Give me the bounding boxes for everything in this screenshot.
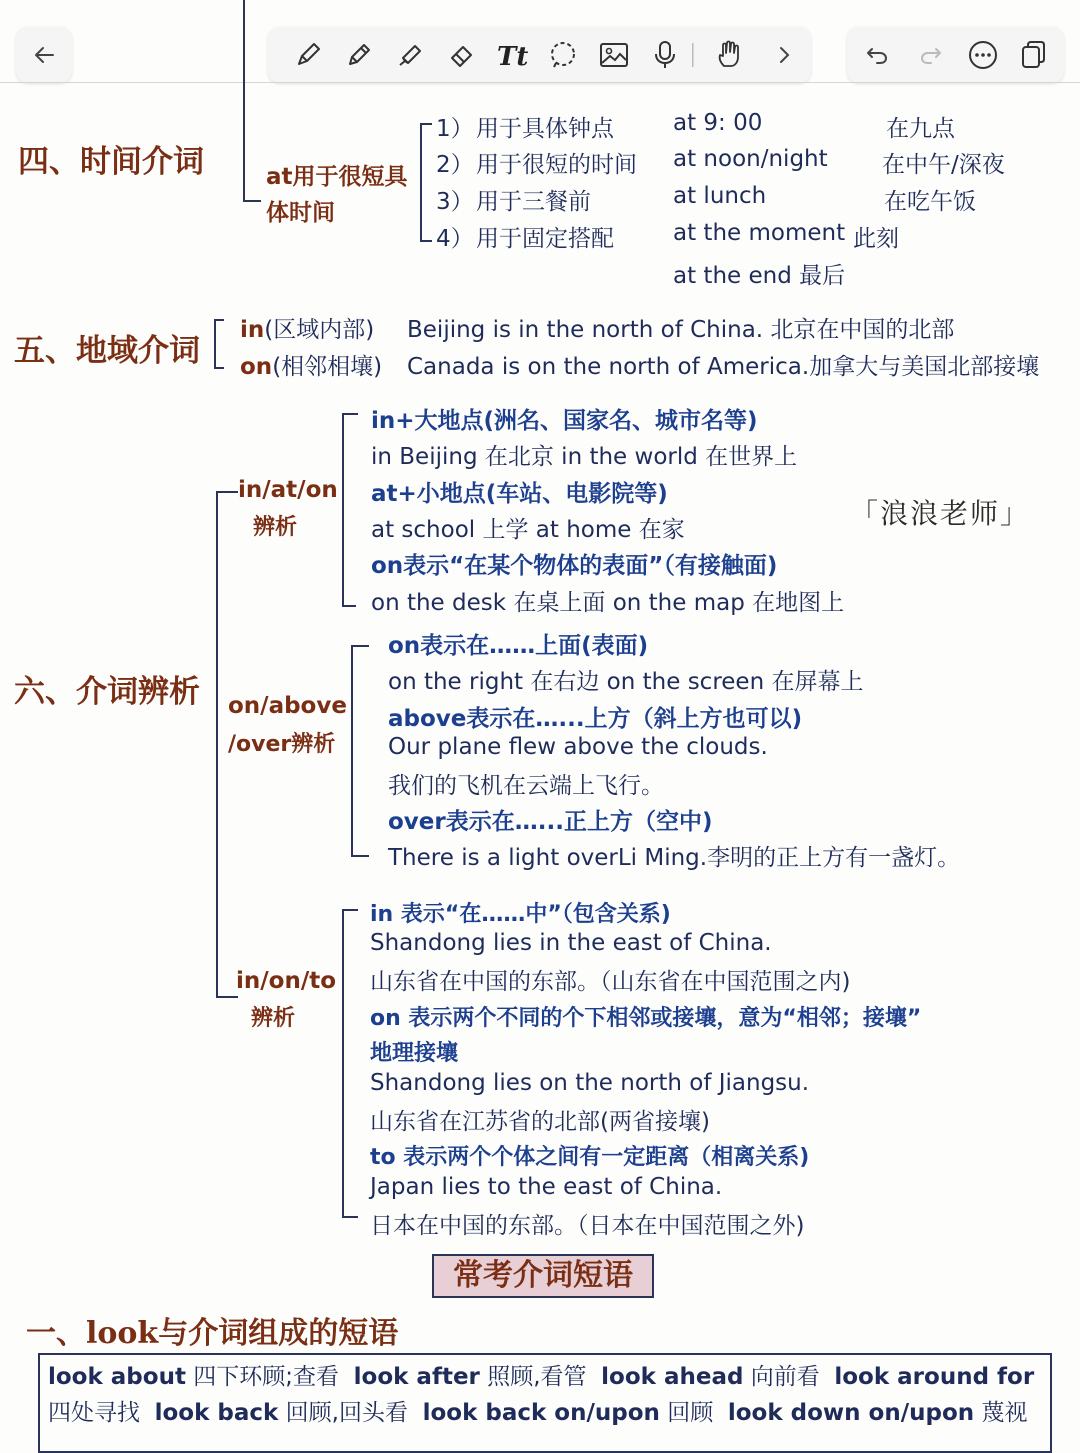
group-line: 日本在中国的东部。（日本在中国范围之外) — [370, 1213, 805, 1239]
group2-bracket-top — [351, 645, 369, 647]
section4-label-line1: at用于很短具 — [266, 164, 408, 190]
back-button-box[interactable] — [16, 27, 72, 83]
phrase-row — [48, 1394, 1027, 1427]
pages-icon[interactable] — [1015, 37, 1051, 73]
group1-bracket-top — [342, 413, 358, 415]
group1-bracket — [342, 414, 344, 606]
more-icon[interactable] — [965, 37, 1001, 73]
phrase-zh: 向前看 — [750, 1364, 820, 1390]
group-line: on the desk 在桌上面 on the map 在地图上 — [371, 590, 845, 616]
divider — [692, 37, 694, 73]
region-key: in — [240, 317, 265, 343]
group3-bracket-top — [342, 909, 358, 911]
region-note: (相邻相壤) — [272, 354, 383, 380]
group-line: 地理接壤 — [370, 1041, 459, 1066]
section5-bracket-top — [214, 319, 224, 321]
group-line: 我们的飞机在云端上飞行。 — [388, 773, 664, 799]
microphone-icon[interactable] — [647, 37, 683, 73]
group-line: in+大地点(洲名、国家名、城市名等) — [371, 408, 758, 434]
section6-heading: 六、介词辨析 — [14, 674, 200, 710]
section4-label-line2: 体时间 — [266, 200, 335, 226]
group-line: 山东省在江苏省的北部(两省接壤) — [370, 1109, 710, 1135]
phrase-en: look back on/upon — [422, 1400, 660, 1426]
group-line: Japan lies to the east of China. — [370, 1174, 723, 1200]
vertical-guide-line — [243, 0, 245, 202]
phrase-en: look after — [353, 1364, 480, 1390]
group-line: at+小地点(车站、电影院等) — [371, 481, 668, 507]
rule-num: 4） — [436, 226, 474, 252]
group3-bracket-bottom — [342, 1216, 358, 1218]
section4-heading: 四、时间介词 — [18, 144, 204, 180]
phrase-zh: 蔑视 — [981, 1400, 1028, 1426]
group-label-line1: on/above — [228, 693, 347, 719]
phrases-subheading: 一、look与介词组成的短语 — [26, 1316, 399, 1351]
group-line: Shandong lies in the east of China. — [370, 930, 772, 956]
rule-example-en: at lunch — [673, 183, 767, 209]
group2-bracket-bottom — [351, 855, 369, 857]
phrase-en: look down on/upon — [727, 1400, 975, 1426]
group-label-line2: /over辨析 — [228, 732, 336, 757]
phrase-en: look about — [48, 1364, 186, 1390]
group-line: Our plane flew above the clouds. — [388, 734, 768, 760]
rule-example-zh: 此刻 — [853, 226, 899, 252]
text-icon[interactable] — [494, 37, 530, 73]
rule-example-zh: 在吃午饭 — [884, 189, 976, 215]
region-row — [240, 311, 374, 344]
tool-palette — [268, 27, 811, 83]
group-line: in 表示“在……中”（包含关系) — [370, 902, 671, 927]
region-row — [240, 348, 382, 381]
hand-icon[interactable] — [712, 37, 748, 73]
pencil-icon[interactable] — [341, 37, 377, 73]
phrase-en: look around for — [834, 1364, 1035, 1390]
rule-example-en: at the moment — [673, 220, 846, 246]
chevron-right-icon[interactable] — [766, 37, 802, 73]
section5-bracket-bottom — [214, 367, 224, 369]
region-note: (区域内部) — [264, 317, 375, 343]
phrase-zh: 回顾,回头看 — [285, 1400, 408, 1426]
group-line: There is a light overLi Ming.李明的正上方有一盏灯。 — [388, 845, 961, 871]
section5-heading: 五、地域介词 — [14, 333, 200, 369]
phrase-zh: 四处寻找 — [48, 1400, 140, 1426]
region-example: Canada is on the north of America.加拿大与美国北部接壤 — [407, 354, 1040, 380]
group-label-line1: in/on/to — [236, 968, 337, 994]
group-line: to 表示两个个体之间有一定距离（相离关系) — [370, 1145, 810, 1170]
phrase-zh: 四下环顾;查看 — [193, 1364, 340, 1390]
section5-bracket — [214, 320, 216, 368]
rule-num: 1） — [436, 116, 474, 142]
group-label-line2: 辨析 — [251, 1006, 296, 1031]
phrase-en: look back — [154, 1400, 279, 1426]
phrase-zh: 照顾,看管 — [487, 1364, 587, 1390]
section6-bracket-bottom — [216, 996, 238, 998]
region-key: on — [240, 354, 273, 380]
rule-desc: 用于很短的时间 — [476, 152, 637, 178]
group-label-line1: in/at/on — [238, 477, 338, 503]
group-line: at school 上学 at home 在家 — [371, 517, 685, 543]
phrase-zh: 回顾 — [667, 1400, 714, 1426]
highlighter-icon[interactable] — [392, 37, 428, 73]
redo-icon[interactable] — [913, 37, 949, 73]
rule-num: 3） — [436, 189, 474, 215]
rule-num: 2） — [436, 152, 474, 178]
common-phrases-title: 常考介词短语 — [432, 1254, 654, 1298]
rule-example-en: at noon/night — [673, 146, 828, 172]
group-line: on表示在……上面(表面) — [388, 633, 649, 659]
group-line: on the right 在右边 on the screen 在屏幕上 — [388, 669, 864, 695]
rule-extra-example: at the end 最后 — [673, 263, 846, 289]
rule-example-en: at 9: 00 — [673, 110, 763, 136]
phrase-en: look ahead — [601, 1364, 744, 1390]
watermark-signature: 「浪浪老师」 — [850, 497, 1031, 530]
section4-bracket — [420, 124, 422, 241]
guide-line-hook — [243, 200, 261, 202]
pen-icon[interactable] — [290, 37, 326, 73]
section6-bracket-top — [216, 491, 238, 493]
section6-main-bracket — [216, 492, 218, 997]
rule-example-zh: 在九点 — [886, 116, 955, 142]
section4-bracket-bottom — [420, 240, 432, 242]
group-line: in Beijing 在北京 in the world 在世界上 — [371, 444, 798, 470]
svg-text:Tt: Tt — [497, 42, 529, 72]
rule-desc: 用于固定搭配 — [476, 226, 614, 252]
group3-bracket — [342, 910, 344, 1217]
arrow-left-icon[interactable] — [26, 37, 62, 73]
eraser-icon[interactable] — [443, 37, 479, 73]
phrase-row — [48, 1358, 1034, 1391]
rule-example-zh: 在中午/深夜 — [882, 152, 1005, 178]
region-example: Beijing is in the north of China. 北京在中国的北部 — [407, 317, 955, 343]
group-line: over表示在…...正上方（空中) — [388, 809, 713, 835]
group-line: 山东省在中国的东部。（山东省在中国范围之内) — [370, 969, 851, 995]
rule-desc: 用于具体钟点 — [476, 116, 614, 142]
lasso-icon[interactable] — [545, 37, 581, 73]
group-line: on 表示两个不同的个下相邻或接壤，意为“相邻；接壤” — [370, 1006, 922, 1031]
undo-icon[interactable] — [859, 37, 895, 73]
action-bar — [847, 27, 1064, 83]
group-line: on表示“在某个物体的表面”（有接触面) — [371, 553, 778, 579]
image-icon[interactable] — [596, 37, 632, 73]
toolbar-divider-line — [0, 82, 1080, 83]
group2-bracket — [351, 646, 353, 856]
group-label-line2: 辨析 — [253, 515, 298, 540]
group1-bracket-bottom — [342, 605, 356, 607]
group-line: Shandong lies on the north of Jiangsu. — [370, 1070, 810, 1096]
section4-bracket-top — [420, 123, 432, 125]
group-line: above表示在…...上方（斜上方也可以) — [388, 706, 803, 732]
rule-desc: 用于三餐前 — [476, 189, 591, 215]
